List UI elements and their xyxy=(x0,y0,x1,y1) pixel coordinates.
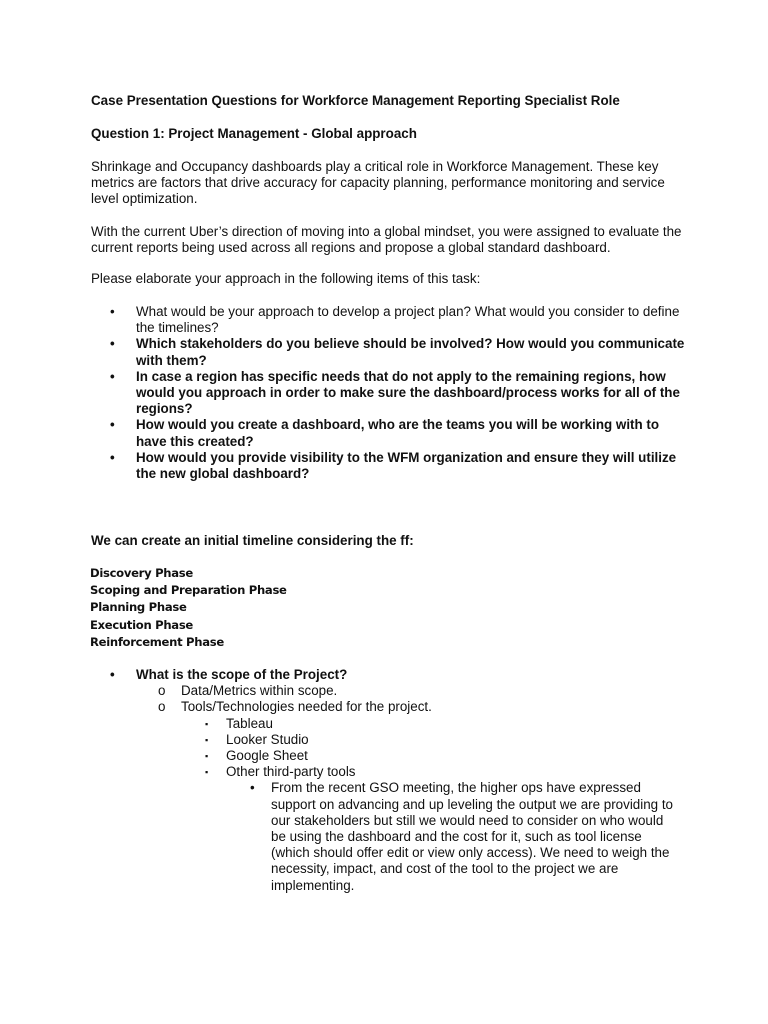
list-item xyxy=(91,716,688,732)
list-item xyxy=(91,699,688,715)
circle-bullet-icon: o xyxy=(158,699,166,715)
square-bullet-icon: ▪ xyxy=(205,767,209,778)
bullet-icon: • xyxy=(250,780,255,796)
tool-item: Tableau xyxy=(226,715,273,731)
list-item xyxy=(91,732,688,748)
tool-item: Other third-party tools xyxy=(226,764,356,780)
phase-item: Execution Phase xyxy=(90,617,193,632)
phase-item: Planning Phase xyxy=(90,600,187,615)
square-bullet-icon: ▪ xyxy=(205,718,209,729)
circle-bullet-icon: o xyxy=(158,683,166,699)
question-heading: Question 1: Project Management - Global approach xyxy=(91,126,417,141)
square-bullet-icon: ▪ xyxy=(205,734,209,745)
context-paragraph: With the current Uber’s direction of moving into a global mindset, you were assigned to evaluate the current reports being used across all regions and propose a global standard dashboard. xyxy=(91,224,682,256)
document-title: Case Presentation Questions for Workforce Management Reporting Specialist Role xyxy=(91,93,620,108)
timeline-heading: We can create an initial timeline considering the ff: xyxy=(91,533,414,548)
task-item-text: What would be your approach to develop a project plan? What would you consider to define the timelines? xyxy=(136,304,680,336)
phase-item: Scoping and Preparation Phase xyxy=(90,583,287,598)
task-item-text: Which stakeholders do you believe should be involved? How would you communicate with them? xyxy=(136,336,685,368)
list-item xyxy=(91,748,688,764)
task-list xyxy=(91,304,688,482)
bullet-icon: • xyxy=(110,336,115,352)
tool-item: Looker Studio xyxy=(226,731,309,747)
scope-section xyxy=(91,667,688,894)
list-item xyxy=(91,450,688,482)
list-item xyxy=(91,780,681,893)
bullet-icon: • xyxy=(110,368,115,384)
phase-list xyxy=(90,565,287,651)
tool-item: Google Sheet xyxy=(226,748,308,764)
task-item-text: How would you create a dashboard, who are the teams you will be working with to have this created? xyxy=(136,417,660,449)
task-item-text: How would you provide visibility to the WFM organization and ensure they will utilize the new global dashboard? xyxy=(136,449,677,482)
list-item xyxy=(91,304,688,336)
instruction-paragraph: Please elaborate your approach in the following items of this task: xyxy=(91,271,481,286)
bullet-icon: • xyxy=(110,417,115,433)
list-item xyxy=(91,764,688,780)
list-item xyxy=(91,369,688,418)
scope-question: What is the scope of the Project? xyxy=(136,667,348,682)
square-bullet-icon: ▪ xyxy=(205,751,209,762)
intro-paragraph: Shrinkage and Occupancy dashboards play a critical role in Workforce Management. These key metrics are factors that drive accuracy for capacity planning, performance monitoring and service level optimization. xyxy=(91,159,665,207)
list-item xyxy=(91,336,688,368)
scope-sub-item: Data/Metrics within scope. xyxy=(181,683,338,699)
tool-note: From the recent GSO meeting, the higher ops have expressed support on advancing and up leveling the output we are providing to our stakeholders but still we would need to consider on who would be using the dashboard and the cost for it, such as tool license (which should offer edit or view only access). We need to weigh the necessity, impact, and cost of the tool to the project we are implementing. xyxy=(271,780,674,893)
task-item-text: In case a region has specific needs that do not apply to the remaining regions, how would you approach in order to make sure the dashboard/process works for all of the regions? xyxy=(136,368,680,417)
list-item xyxy=(91,417,688,449)
scope-sub-item: Tools/Technologies needed for the project. xyxy=(181,699,432,715)
list-item xyxy=(91,683,688,699)
bullet-icon: • xyxy=(110,304,115,319)
bullet-icon: • xyxy=(110,667,115,682)
phase-item: Reinforcement Phase xyxy=(90,634,224,649)
list-item xyxy=(91,667,688,683)
phase-item: Discovery Phase xyxy=(90,566,193,580)
bullet-icon: • xyxy=(110,449,115,465)
